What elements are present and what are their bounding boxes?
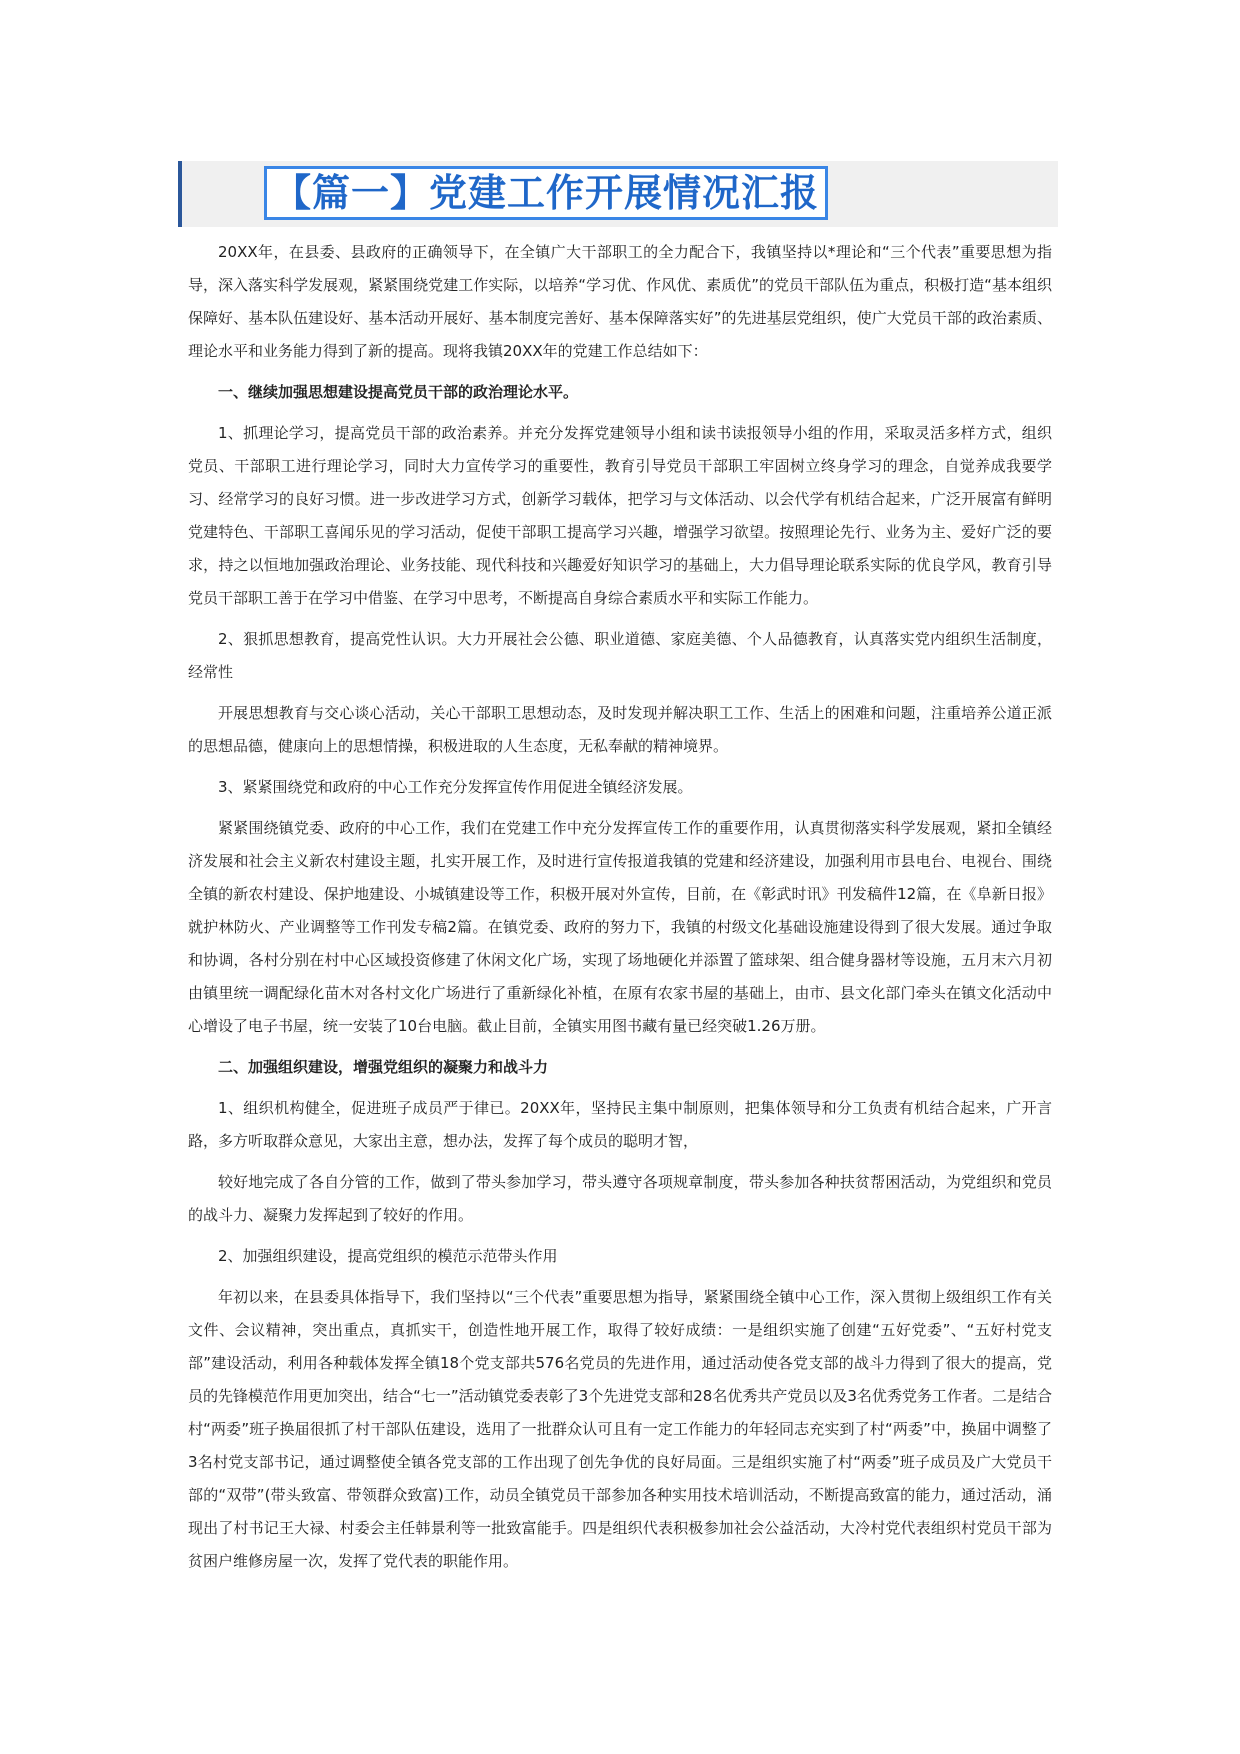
- title-accent-bar: [178, 161, 182, 227]
- body-paragraph: 1、抓理论学习，提高党员干部的政治素养。并充分发挥党建领导小组和读书读报领导小组的作用，采取灵活多样方式，组织党员、干部职工进行理论学习，同时大力宣传学习的重要性，教育引导党员干部职工牢固树立终身学习的理念，自觉养成我要学习、经常学习的良好习惯。进一步改进学习方式，创新学习载体，把学习与文体活动、以会代学有机结合起来，广泛开展富有鲜明党建特色、干部职工喜闻乐见的学习活动，促使干部职工提高学习兴趣，增强学习欲望。按照理论先行、业务为主、爱好广泛的要求，持之以恒地加强政治理论、业务技能、现代科技和兴趣爱好知识学习的基础上，大力倡导理论联系实际的优良学风，教育引导党员干部职工善于在学习中借鉴、在学习中思考，不断提高自身综合素质水平和实际工作能力。: [188, 424, 1052, 607]
- body-paragraph: 2、加强组织建设，提高党组织的模范示范带头作用: [218, 1247, 558, 1265]
- body-paragraph: 3、紧紧围绕党和政府的中心工作充分发挥宣传作用促进全镇经济发展。: [218, 778, 693, 796]
- section-heading: 二、加强组织建设，增强党组织的凝聚力和战斗力: [218, 1058, 549, 1076]
- body-paragraph: 开展思想教育与交心谈心活动，关心干部职工思想动态，及时发现并解决职工工作、生活上的困难和问题，注重培养公道正派的思想品德，健康向上的思想情操，积极进取的人生态度，无私奉献的精神境界。: [188, 704, 1052, 755]
- section-heading: 一、继续加强思想建设提高党员干部的政治理论水平。: [218, 383, 579, 401]
- body-paragraph: 2、狠抓思想教育，提高党性认识。大力开展社会公德、职业道德、家庭美德、个人品德教育，认真落实党内组织生活制度，经常性: [188, 630, 1052, 681]
- body-paragraph: 紧紧围绕镇党委、政府的中心工作，我们在党建工作中充分发挥宣传工作的重要作用，认真贯彻落实科学发展观，紧扣全镇经济发展和社会主义新农村建设主题，扎实开展工作，及时进行宣传报道我镇的党建和经济建设，加强利用市县电台、电视台、围绕全镇的新农村建设、保护地建设、小城镇建设等工作，积极开展对外宣传，目前，在《彰武时讯》刊发稿件12篇，在《阜新日报》就护林防火、产业调整等工作刊发专稿2篇。在镇党委、政府的努力下，我镇的村级文化基础设施建设得到了很大发展。通过争取和协调，各村分别在村中心区域投资修建了休闲文化广场，实现了场地硬化并添置了篮球架、组合健身器材等设施，五月末六月初由镇里统一调配绿化苗木对各村文化广场进行了重新绿化补植，在原有农家书屋的基础上，由市、县文化部门牵头在镇文化活动中心增设了电子书屋，统一安装了10台电脑。截止目前，全镇实用图书藏有量已经突破1.26万册。: [188, 819, 1052, 1035]
- body-paragraph: 较好地完成了各自分管的工作，做到了带头参加学习，带头遵守各项规章制度，带头参加各种扶贫帮困活动，为党组织和党员的战斗力、凝聚力发挥起到了较好的作用。: [188, 1173, 1052, 1224]
- body-paragraph: 20XX年，在县委、县政府的正确领导下，在全镇广大干部职工的全力配合下，我镇坚持以*理论和“三个代表”重要思想为指导，深入落实科学发展观，紧紧围绕党建工作实际，以培养“学习优、作风优、素质优”的党员干部队伍为重点，积极打造“基本组织保障好、基本队伍建设好、基本活动开展好、基本制度完善好、基本保障落实好”的先进基层党组织，使广大党员干部的政治素质、理论水平和业务能力得到了新的提高。现将我镇20XX年的党建工作总结如下：: [188, 243, 1052, 360]
- document-body: [188, 236, 1052, 1586]
- document-title: 【篇一】党建工作开展情况汇报: [273, 171, 820, 215]
- title-box: [264, 166, 828, 220]
- body-paragraph: 1、组织机构健全，促进班子成员严于律已。20XX年，坚持民主集中制原则，把集体领导和分工负责有机结合起来，广开言路，多方听取群众意见，大家出主意，想办法，发挥了每个成员的聪明才智，: [188, 1099, 1052, 1150]
- body-paragraph: 年初以来，在县委具体指导下，我们坚持以“三个代表”重要思想为指导，紧紧围绕全镇中心工作，深入贯彻上级组织工作有关文件、会议精神，突出重点，真抓实干，创造性地开展工作，取得了较好成绩：一是组织实施了创建“五好党委”、“五好村党支部”建设活动，利用各种载体发挥全镇18个党支部共576名党员的先进作用，通过活动使各党支部的战斗力得到了很大的提高，党员的先锋模范作用更加突出，结合“七一”活动镇党委表彰了3个先进党支部和28名优秀共产党员以及3名优秀党务工作者。二是结合村“两委”班子换届很抓了村干部队伍建设，选用了一批群众认可且有一定工作能力的年轻同志充实到了村“两委”中，换届中调整了3名村党支部书记，通过调整使全镇各党支部的工作出现了创先争优的良好局面。三是组织实施了村“两委”班子成员及广大党员干部的“双带”(带头致富、带领群众致富)工作，动员全镇党员干部参加各种实用技术培训活动，不断提高致富的能力，通过活动，涌现出了村书记王大禄、村委会主任韩景利等一批致富能手。四是组织代表积极参加社会公益活动，大冷村党代表组织村党员干部为贫困户维修房屋一次，发挥了党代表的职能作用。: [188, 1288, 1052, 1570]
